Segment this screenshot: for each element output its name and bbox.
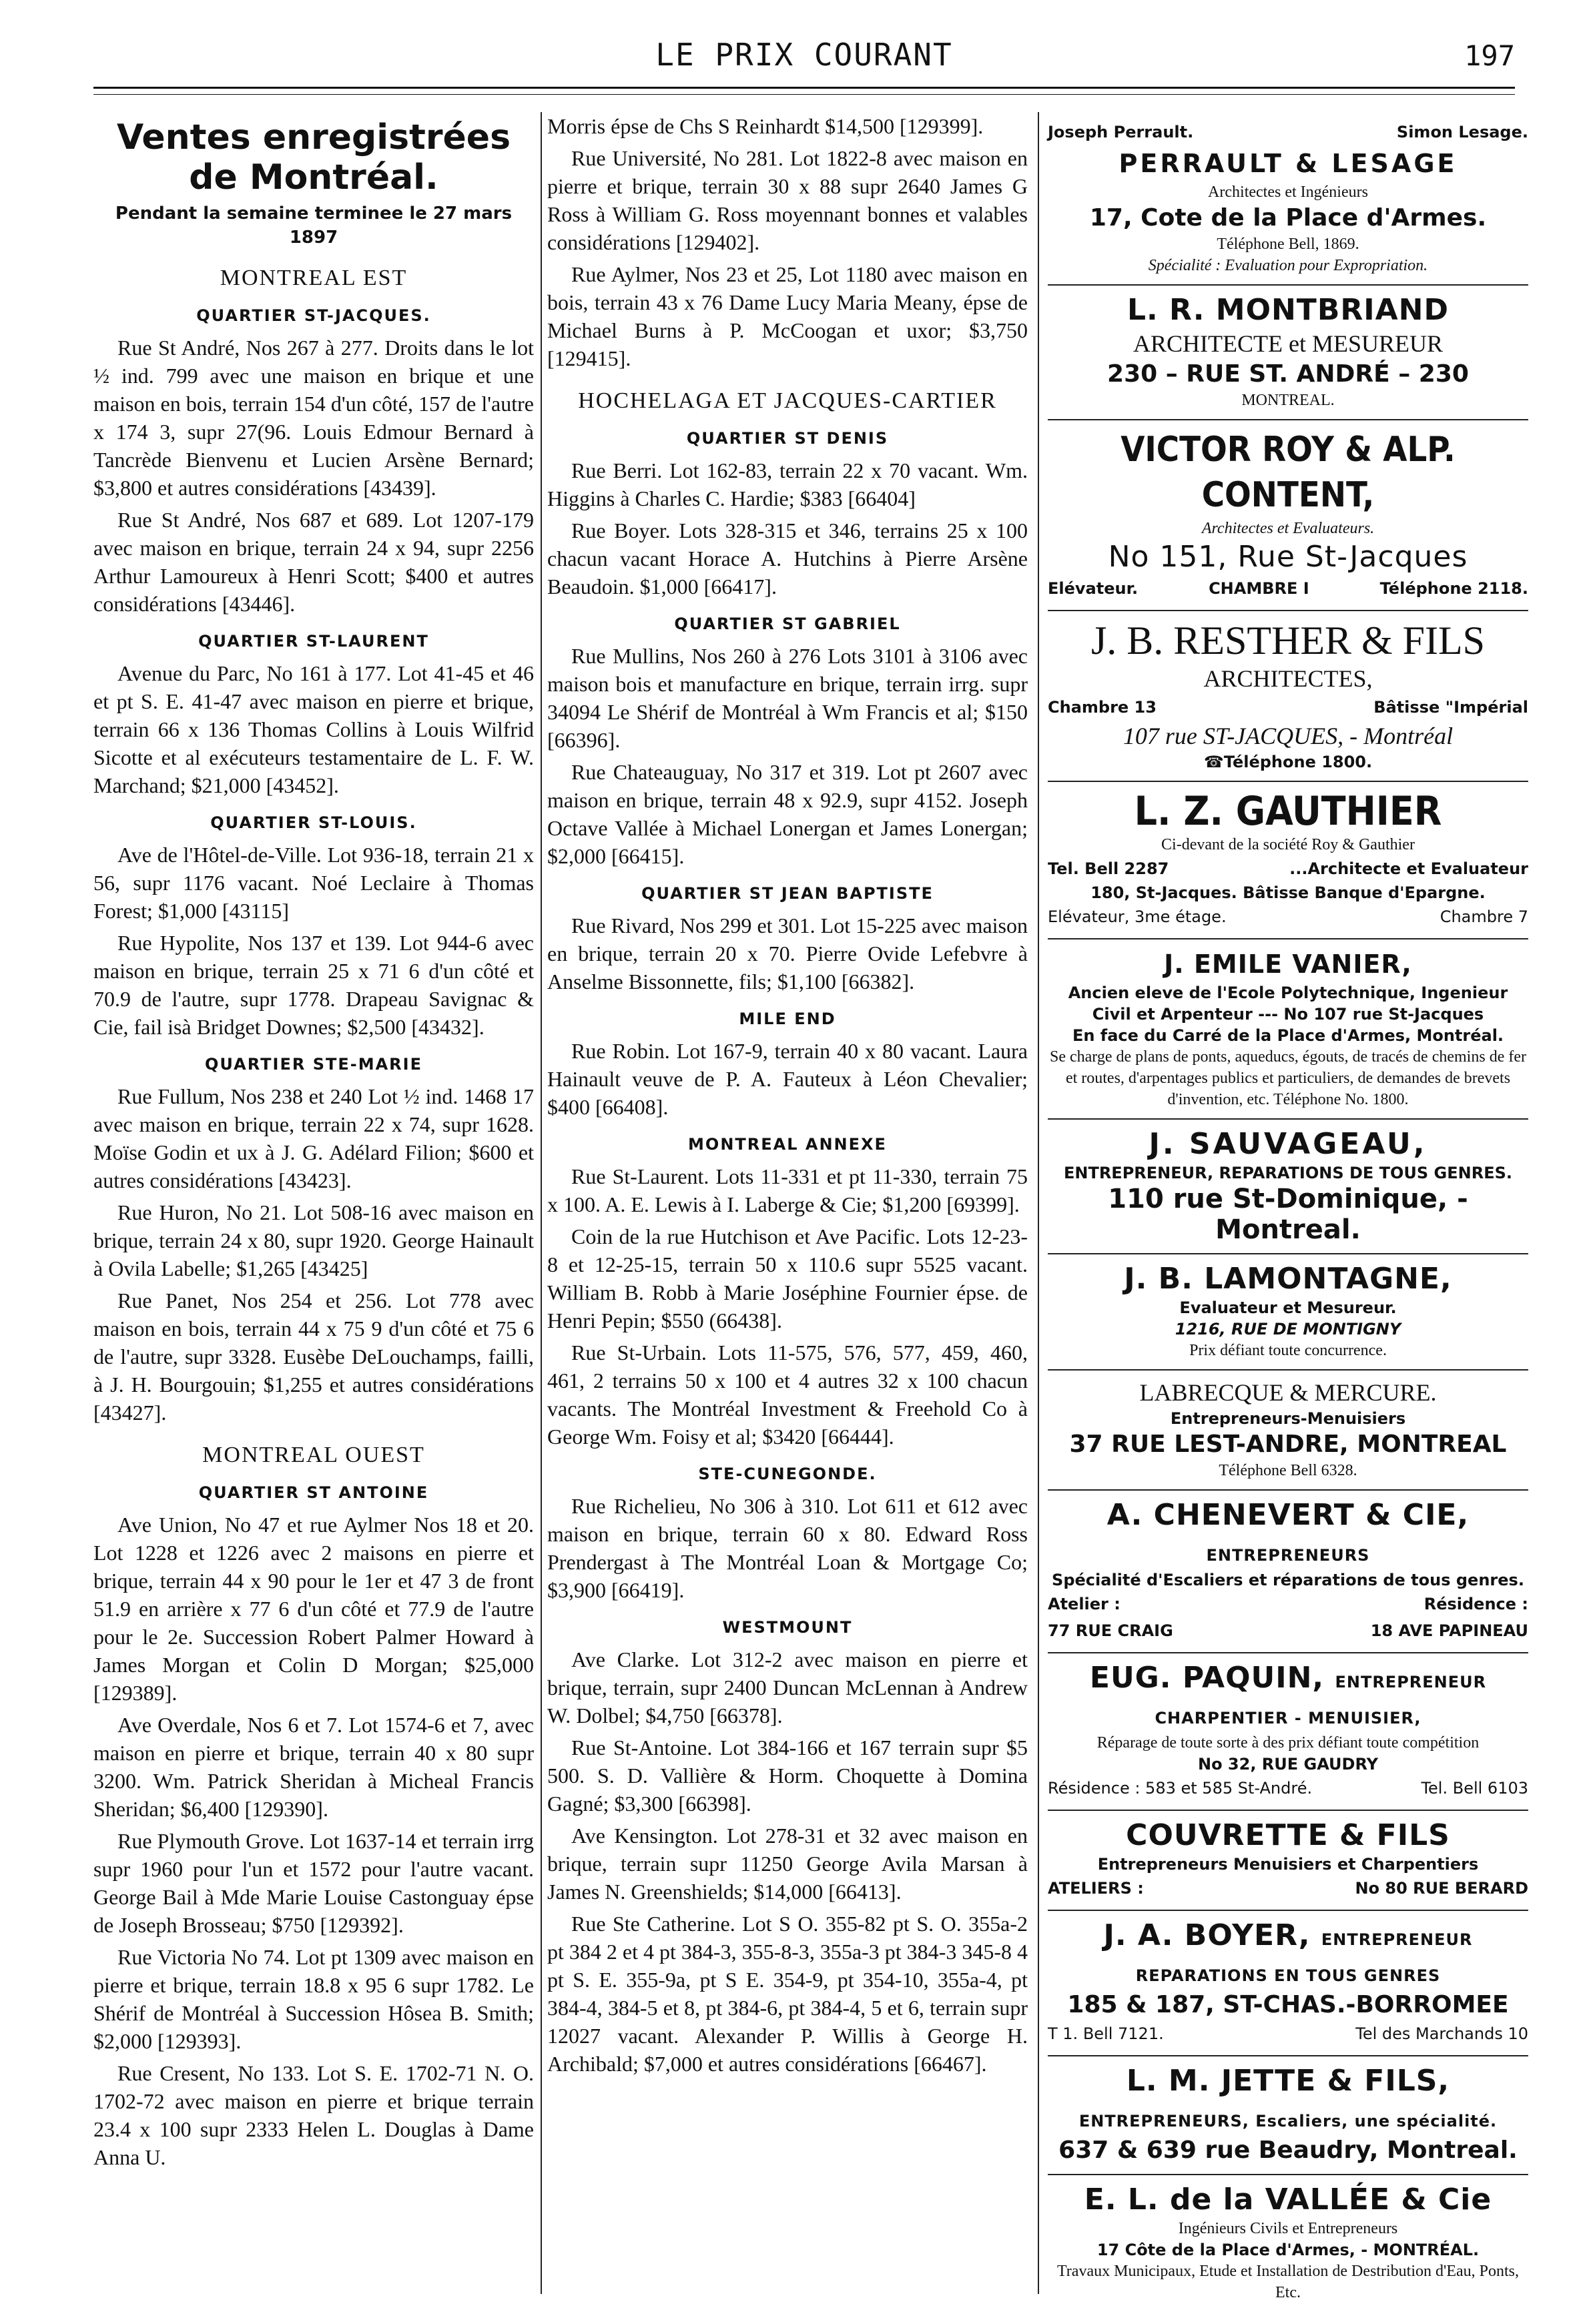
ad-roy-content: VICTOR ROY & ALP. CONTENT, Architectes et Evaluateurs. No 151, Rue St-Jacques Elévateur. CHAMBRE I Téléphone 2118. xyxy=(1048,420,1528,611)
quarter-heading: QUARTIER ST-JACQUES. xyxy=(196,306,431,325)
firm-name: L. R. MONTBRIAND xyxy=(1127,293,1450,327)
header-rule-thin xyxy=(93,94,1515,95)
firm-name: EUG. PAQUIN, ENTREPRENEUR CHARPENTIER - MENUISIER, xyxy=(1089,1661,1487,1727)
firm-name: COUVRETTE & FILS xyxy=(1126,1818,1450,1852)
firm-name: J. SAUVAGEAU, xyxy=(1149,1127,1427,1161)
sale-entry: Ave Union, No 47 et rue Aylmer Nos 18 et 20. Lot 1228 et 1226 avec 2 maisons en pierre et brique, terrain 44 x 90 pour le 1er et 47 3 de front 51.9 en arrière x 77 6 d'un côté et 77.9 de l'autre pour le 2e. Succession Robert Palmer Howard à James Morgan et Colin D Morgan; $25,000 [129389]. xyxy=(93,1513,534,1705)
column-1 xyxy=(93,112,534,2175)
ad-montbriand: L. R. MONTBRIAND ARCHITECTE et MESUREUR 230 – RUE ST. ANDRÉ – 230 MONTREAL. xyxy=(1048,286,1528,420)
firm-name: L. M. JETTE & FILS, ENTREPRENEURS, Escaliers, une spécialité. xyxy=(1078,2064,1498,2131)
sale-entry: Rue Berri. Lot 162-83, terrain 22 x 70 vacant. Wm. Higgins à Charles C. Hardie; $383 [66404] xyxy=(547,458,1028,510)
column-divider xyxy=(1038,112,1039,2294)
firm-name: A. CHENEVERT & CIE, ENTREPRENEURS xyxy=(1106,1498,1470,1565)
ad-paquin: EUG. PAQUIN, ENTREPRENEUR CHARPENTIER - MENUISIER, Réparage de toute sorte à des prix défiant toute compétition No 32, RUE GAUDRY Résidence : 583 et 585 St-André. Tel. Bell 6103 xyxy=(1048,1653,1528,1811)
sale-entry: Rue Ste Catherine. Lot S O. 355-82 pt S. O. 355a-2 pt 384 2 et 4 pt 384-3, 355-8-3, 355a-3 pt 384-3 345-8 4 pt S. E. 355-9a, pt S E. 354-9, pt 354-10, 355a-4, pt 384-4, 384-5 et 8, pt 384-6, pt 384-4, 5 et 6, terrain supr 12027 vacant. Alexander P. Willis à George H. Archibald; $7,000 et autres considérations [66467]. xyxy=(547,1912,1028,2076)
ad-couvrette: COUVRETTE & FILS Entrepreneurs Menuisiers et Charpentiers ATELIERS : No 80 RUE BERARD xyxy=(1048,1811,1528,1911)
quarter-heading: QUARTIER ST DENIS xyxy=(686,429,889,448)
firm-name: J. A. BOYER, ENTREPRENEUR REPARATIONS EN TOUS GENRES xyxy=(1103,1918,1473,1985)
header-rule xyxy=(93,87,1515,89)
sale-entry: Rue St-Antoine. Lot 384-166 et 167 terrain supr $5 500. S. D. Vallière & Horm. Choquette à Domina Gagné; $3,300 [66398]. xyxy=(547,1735,1028,1816)
ad-jette: L. M. JETTE & FILS, ENTREPRENEURS, Escaliers, une spécialité. 637 & 639 rue Beaudry, Montreal. xyxy=(1048,2056,1528,2175)
sale-entry: Rue St André, Nos 267 à 277. Droits dans le lot ½ ind. 799 avec une maison en brique et une maison en bois, terrain 154 d'un côté, 157 de l'autre x 174 3, supr 27(96. Louis Edmour Bernard à Tancrède Bienvenu et Lucien Arsène Bernard; $3,800 et autres considérations [43439]. xyxy=(93,336,534,500)
sale-entry: Rue Rivard, Nos 299 et 301. Lot 15-225 avec maison en brique, terrain 20 x 70. Pierre Ovide Lefebvre à Anselme Bissonnette, fils; $1,100 [66382]. xyxy=(547,913,1028,994)
quarter-heading: QUARTIER ST ANTOINE xyxy=(198,1483,429,1502)
sale-entry: Rue Hypolite, Nos 137 et 139. Lot 944-6 avec maison en brique, terrain 25 x 71 6 d'un côté et 70.9 de l'autre, supr 1778. Drapeau Savignac & Cie, fail isà Bridget Downes; $2,500 [43432]. xyxy=(93,931,534,1039)
sale-entry: Rue Fullum, Nos 238 et 240 Lot ½ ind. 1468 17 avec maison en brique, terrain 22 x 74, supr 1628. Moïse Godin et ux à J. G. Adélard Filion; $600 et autres considérations [43423]. xyxy=(93,1084,534,1192)
sale-entry: Rue Victoria No 74. Lot pt 1309 avec maison en pierre et brique, terrain 18.8 x 95 6 supr 1782. Le Shérif de Montréal à Succession Hôsea B. Smith; $2,000 [129393]. xyxy=(93,1945,534,2053)
district-heading: MONTREAL EST xyxy=(220,266,408,290)
sale-entry: Morris épse de Chs S Reinhardt $14,500 [129399]. xyxy=(547,114,984,138)
sale-entry: Ave Kensington. Lot 278-31 et 32 avec maison en brique, terrain supr 11250 George Avila Marsan à James N. Greenshields; $14,000 [66413]. xyxy=(547,1824,1028,1904)
ad-sauvageau: J. SAUVAGEAU, ENTREPRENEUR, REPARATIONS DE TOUS GENRES. 110 rue St-Dominique, - Montreal. xyxy=(1048,1120,1528,1254)
quarter-heading: QUARTIER ST-LOUIS. xyxy=(210,813,417,832)
quarter-heading: QUARTIER STE-MARIE xyxy=(205,1055,422,1074)
quarter-heading: QUARTIER ST-LAURENT xyxy=(198,632,429,651)
column-2 xyxy=(547,112,1028,2082)
sale-entry: Ave de l'Hôtel-de-Ville. Lot 936-18, terrain 21 x 56, supr 1176 vacant. Noé Leclaire à Thomas Forest; $1,000 [43115] xyxy=(93,843,534,923)
sale-entry: Rue Robin. Lot 167-9, terrain 40 x 80 vacant. Laura Hainault veuve de P. A. Fauteux à Léon Chevalier; $400 [66408]. xyxy=(547,1039,1028,1119)
quarter-heading: MILE END xyxy=(739,1010,836,1028)
sale-entry: Rue Cresent, No 133. Lot S. E. 1702-71 N. O. 1702-72 avec maison en pierre et brique terrain 23.4 x 100 supr 2333 Helen L. Douglas à Dame Anna U. xyxy=(93,2061,534,2169)
sale-entry: Rue Mullins, Nos 260 à 276 Lots 3101 à 3106 avec maison bois et manufacture en brique, terrain irrg. supr 34094 Le Shérif de Montréal à Wm Francis et al; $150 [66396]. xyxy=(547,644,1028,752)
firm-name: J. B. LAMONTAGNE, xyxy=(1124,1262,1452,1296)
firm-name: LABRECQUE & MERCURE. xyxy=(1139,1379,1437,1406)
quarter-heading: STE-CUNEGONDE. xyxy=(698,1465,877,1483)
column-divider xyxy=(541,112,542,2294)
sale-entry: Ave Clarke. Lot 312-2 avec maison en pierre et brique, terrain, supr 2400 Duncan McLennan à Andrew W. Dolbel; $4,750 [66378]. xyxy=(547,1647,1028,1727)
period-note: Pendant la semaine terminee le 27 mars 1897 xyxy=(115,204,513,248)
district-heading: HOCHELAGA ET JACQUES-CARTIER xyxy=(578,388,997,413)
ad-perrault-lesage: Joseph Perrault. Simon Lesage. PERRAULT & LESAGE Architectes et Ingénieurs 17, Cote de la Place d'Armes. Téléphone Bell, 1869. Spécialité : Evaluation pour Expropriation. xyxy=(1048,112,1528,286)
ad-labrecque-mercure: LABRECQUE & MERCURE. Entrepreneurs-Menuisiers 37 RUE LEST-ANDRE, MONTREAL Téléphone Bell 6328. xyxy=(1048,1371,1528,1491)
sale-entry: Rue St André, Nos 687 et 689. Lot 1207-179 avec maison en brique, terrain 24 x 94, supr 2256 Arthur Lamoureux à Henri Scott; $400 et autres considérations [43446]. xyxy=(93,508,534,616)
ad-gauthier: L. Z. GAUTHIER Ci-devant de la société Roy & Gauthier Tel. Bell 2287 ...Architecte et Evaluateur 180, St-Jacques. Bâtisse Banque d'Epargne. Elévateur, 3me étage. Chambre 7 xyxy=(1048,782,1528,939)
firm-name: J. EMILE VANIER, xyxy=(1164,949,1412,979)
sale-entry: Rue St-Laurent. Lots 11-331 et pt 11-330, terrain 75 x 100. A. E. Lewis à I. Laberge & Cie; $1,200 [69399]. xyxy=(547,1164,1028,1216)
district-heading: MONTREAL OUEST xyxy=(202,1443,425,1467)
sale-entry: Rue Richelieu, No 306 à 310. Lot 611 et 612 avec maison en brique, terrain 60 x 80. Edward Ross Prendergast à The Montréal Loan & Mortgage Co; $3,900 [66419]. xyxy=(547,1494,1028,1602)
journal-title: LE PRIX COURANT xyxy=(655,37,953,73)
ad-resther-fils: J. B. RESTHER & FILS ARCHITECTES, Chambre 13 Bâtisse "Impérial 107 rue ST-JACQUES, - Montréal ☎Téléphone 1800. xyxy=(1048,611,1528,782)
quarter-heading: QUARTIER ST GABRIEL xyxy=(674,615,901,633)
firm-name: E. L. de la VALLÉE & Cie xyxy=(1084,2183,1492,2217)
sale-entry: Coin de la rue Hutchison et Ave Pacific. Lots 12-23-8 et 12-25-15, terrain 50 x 110.6 supr 5525 vacant. William B. Robb à Marie Joséphine Fournier épse. de Henri Pepin; $550 (66438]. xyxy=(547,1224,1028,1332)
ad-de-la-vallee: E. L. de la VALLÉE & Cie Ingénieurs Civils et Entrepreneurs 17 Côte de la Place d'Armes, - MONTRÉAL. Travaux Municipaux, Etude et Installation de Destribution d'Eau, Ponts, Etc. xyxy=(1048,2175,1528,2311)
ad-lamontagne: J. B. LAMONTAGNE, Evaluateur et Mesureur. 1216, RUE DE MONTIGNY Prix défiant toute concurrence. xyxy=(1048,1254,1528,1371)
sale-entry: Avenue du Parc, No 161 à 177. Lot 41-45 et 46 et pt S. E. 41-47 avec maison en pierre et brique, terrain 66 x 136 Thomas Collins à Louis Wilfrid Sicotte et al exécuteurs testamentaire de L. F. W. Marchand; $21,000 [43452]. xyxy=(93,661,534,797)
sale-entry: Rue Plymouth Grove. Lot 1637-14 et terrain irrg supr 1960 pour l'un et 1572 pour l'autre vacant. George Bail à Mde Marie Louise Castonguay épse de Joseph Brosseau; $750 [129392]. xyxy=(93,1829,534,1937)
section-title: Ventes enregistrées de Montréal. xyxy=(116,117,511,198)
sale-entry: Rue Aylmer, Nos 23 et 25, Lot 1180 avec maison en bois, terrain 43 x 76 Dame Lucy Maria Meany, épse de Michael Burns à P. McCoogan et uxor; $3,750 [129415]. xyxy=(547,262,1028,370)
page-header xyxy=(93,37,1515,77)
sale-entry: Rue Chateauguay, No 317 et 319. Lot pt 2607 avec maison en brique, terrain 48 x 92.9, supr 4152. Joseph Octave Vallée à Michael Lonergan et James Lonergan; $2,000 [66415]. xyxy=(547,760,1028,868)
sale-entry: Rue Boyer. Lots 328-315 et 346, terrains 25 x 100 chacun vacant Horace A. Hutchins à Pierre Arsène Beaudoin. $1,000 [66417]. xyxy=(547,518,1028,599)
sale-entry: Rue St-Urbain. Lots 11-575, 576, 577, 459, 460, 461, 2 terrains 50 x 100 et 4 autres 32 x 100 chacun vacants. The Montréal Investment & Freehold Co à George Wm. Foisy et al; $3420 [66444]. xyxy=(547,1340,1028,1449)
sale-entry: Ave Overdale, Nos 6 et 7. Lot 1574-6 et 7, avec maison en pierre et brique, terrain 40 x 80 supr 3200. Wm. Patrick Sheridan à Micheal Francis Sheridan; $6,400 [129390]. xyxy=(93,1713,534,1821)
column-3-advertisements xyxy=(1048,112,1528,2311)
quarter-heading: WESTMOUNT xyxy=(722,1618,853,1637)
ad-vanier: J. EMILE VANIER, Ancien eleve de l'Ecole Polytechnique, Ingenieur Civil et Arpenteur --- No 107 rue St-Jacques En face du Carré de la Place d'Armes, Montréal. Se charge de plans de ponts, aqueducs, égouts, de tracés de chemins de fer et routes, d'arpentages publics et particuliers, de demandes de brevets d'invention, etc. Téléphone No. 1800. xyxy=(1048,939,1528,1120)
ad-boyer: J. A. BOYER, ENTREPRENEUR REPARATIONS EN TOUS GENRES 185 & 187, ST-CHAS.-BORROMEE T 1. Bell 7121. Tel des Marchands 10 xyxy=(1048,1911,1528,2056)
firm-name: J. B. RESTHER & FILS xyxy=(1090,619,1486,663)
firm-name: L. Z. GAUTHIER xyxy=(1134,788,1442,835)
sale-entry: Rue Université, No 281. Lot 1822-8 avec maison en pierre et brique, terrain 30 x 88 supr 2640 James G Ross à William G. Ross moyennant bonnes et valables considérations [129402]. xyxy=(547,146,1028,254)
page-number: 197 xyxy=(1464,39,1515,72)
sale-entry: Rue Panet, Nos 254 et 256. Lot 778 avec maison en bois, terrain 44 x 75 9 d'un côté et 75 6 de l'autre, supr 3328. Eusèbe DeLouchamps, failli, à J. H. Bourgouin; $1,255 et autres considérations [43427]. xyxy=(93,1288,534,1425)
firm-name: PERRAULT & LESAGE xyxy=(1119,149,1458,178)
sale-entry: Rue Huron, No 21. Lot 508-16 avec maison en brique, terrain 24 x 80, supr 1920. George Hainault à Ovila Labelle; $1,265 [43425] xyxy=(93,1200,534,1280)
firm-name: VICTOR ROY & ALP. CONTENT, xyxy=(1121,430,1456,515)
quarter-heading: MONTREAL ANNEXE xyxy=(688,1135,887,1154)
quarter-heading: QUARTIER ST JEAN BAPTISTE xyxy=(641,884,934,903)
ad-chenevert: A. CHENEVERT & CIE, ENTREPRENEURS Spécialité d'Escaliers et réparations de tous genres. Atelier : Résidence : 77 RUE CRAIG 18 AVE PAPINEAU xyxy=(1048,1491,1528,1653)
